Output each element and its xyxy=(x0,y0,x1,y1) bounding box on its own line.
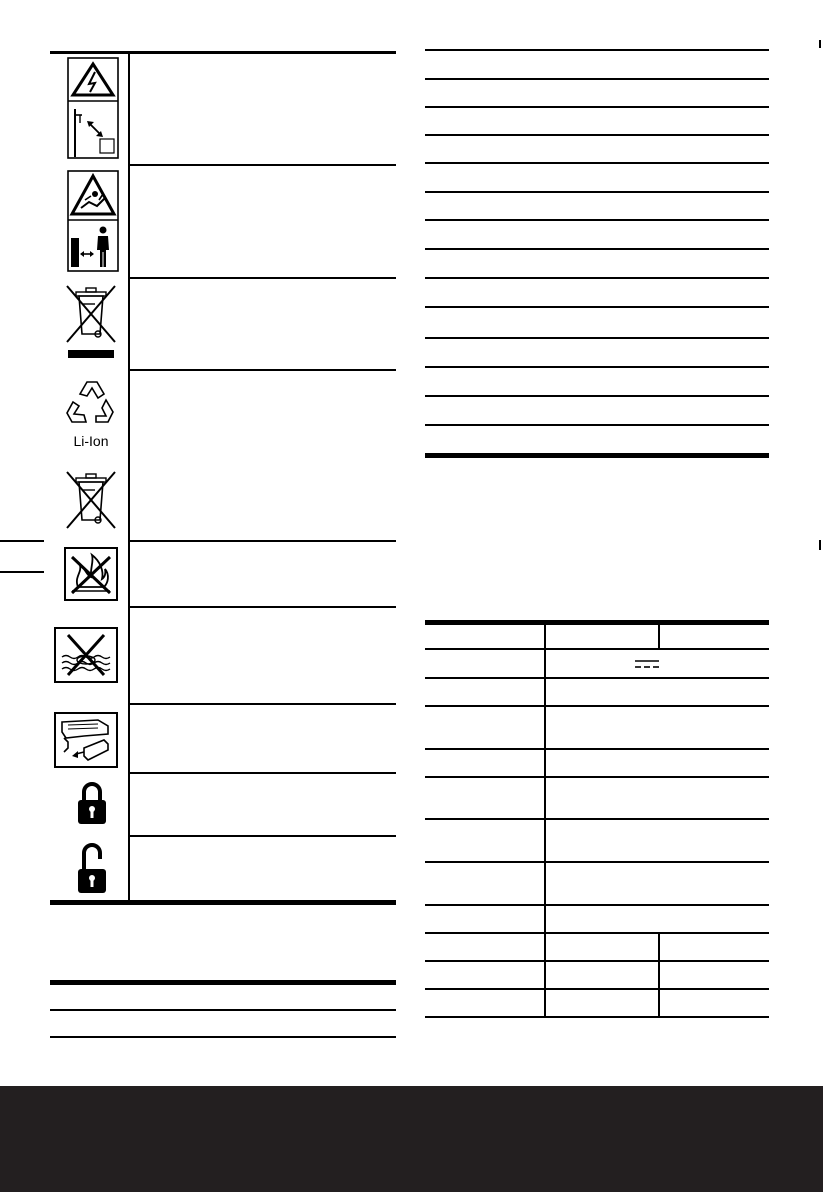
table-row-divider xyxy=(425,776,769,778)
list-rule xyxy=(425,424,769,426)
table-row-divider xyxy=(425,988,769,990)
table-row-divider xyxy=(425,960,769,962)
battery-removal-icon xyxy=(54,712,118,768)
list-rule xyxy=(425,106,769,108)
table-row-divider xyxy=(425,677,769,679)
edge-mark xyxy=(819,40,821,48)
list-rule xyxy=(425,49,769,51)
row-divider xyxy=(130,703,396,705)
thrown-objects-bystander-distance-icon xyxy=(67,170,119,272)
row-divider xyxy=(130,369,396,371)
list-rule xyxy=(425,134,769,136)
table-row-divider xyxy=(425,705,769,707)
li-ion-recycling-icon xyxy=(60,378,122,450)
left-small-table-top-rule xyxy=(50,980,396,985)
no-fire-icon xyxy=(64,547,118,601)
li-ion-label: Li-Ion xyxy=(73,433,109,449)
symbol-table-column-rule xyxy=(128,51,130,904)
table-row-divider xyxy=(425,861,769,863)
row-divider xyxy=(130,772,396,774)
row-divider xyxy=(130,540,396,542)
list-rule xyxy=(425,78,769,80)
crossed-out-bin-icon xyxy=(63,284,119,362)
locked-padlock-icon xyxy=(76,780,108,826)
list-rule xyxy=(425,219,769,221)
row-divider xyxy=(50,1036,396,1038)
table-row-divider xyxy=(425,818,769,820)
no-water-icon xyxy=(54,627,118,683)
edge-tab-marker xyxy=(0,540,44,542)
table-row-divider xyxy=(425,904,769,906)
list-rule xyxy=(425,395,769,397)
table-row-divider xyxy=(425,648,769,650)
list-bottom-rule xyxy=(425,453,769,458)
list-rule xyxy=(425,366,769,368)
electric-shock-distance-icon xyxy=(67,57,119,159)
row-divider xyxy=(50,1009,396,1011)
crossed-out-bin-icon xyxy=(63,470,119,530)
row-divider xyxy=(130,277,396,279)
symbol-table-bottom-rule xyxy=(50,900,396,905)
edge-mark xyxy=(819,540,821,550)
row-divider xyxy=(130,835,396,837)
table-row-divider xyxy=(425,932,769,934)
table-column-rule xyxy=(544,625,546,1017)
list-rule xyxy=(425,248,769,250)
unlocked-padlock-icon xyxy=(76,843,108,895)
direct-current-icon xyxy=(635,659,659,669)
table-column-rule xyxy=(658,625,660,649)
table-bottom-rule xyxy=(425,1016,769,1018)
table-row-divider xyxy=(425,748,769,750)
symbol-table-top-rule xyxy=(50,51,396,54)
list-rule xyxy=(425,277,769,279)
row-divider xyxy=(130,606,396,608)
footer-band xyxy=(0,1086,823,1192)
table-column-rule xyxy=(658,933,660,1017)
list-rule xyxy=(425,306,769,308)
row-divider xyxy=(130,164,396,166)
list-rule xyxy=(425,337,769,339)
edge-tab-marker xyxy=(0,571,44,573)
tech-table-top-rule xyxy=(425,620,769,625)
list-rule xyxy=(425,191,769,193)
list-rule xyxy=(425,162,769,164)
